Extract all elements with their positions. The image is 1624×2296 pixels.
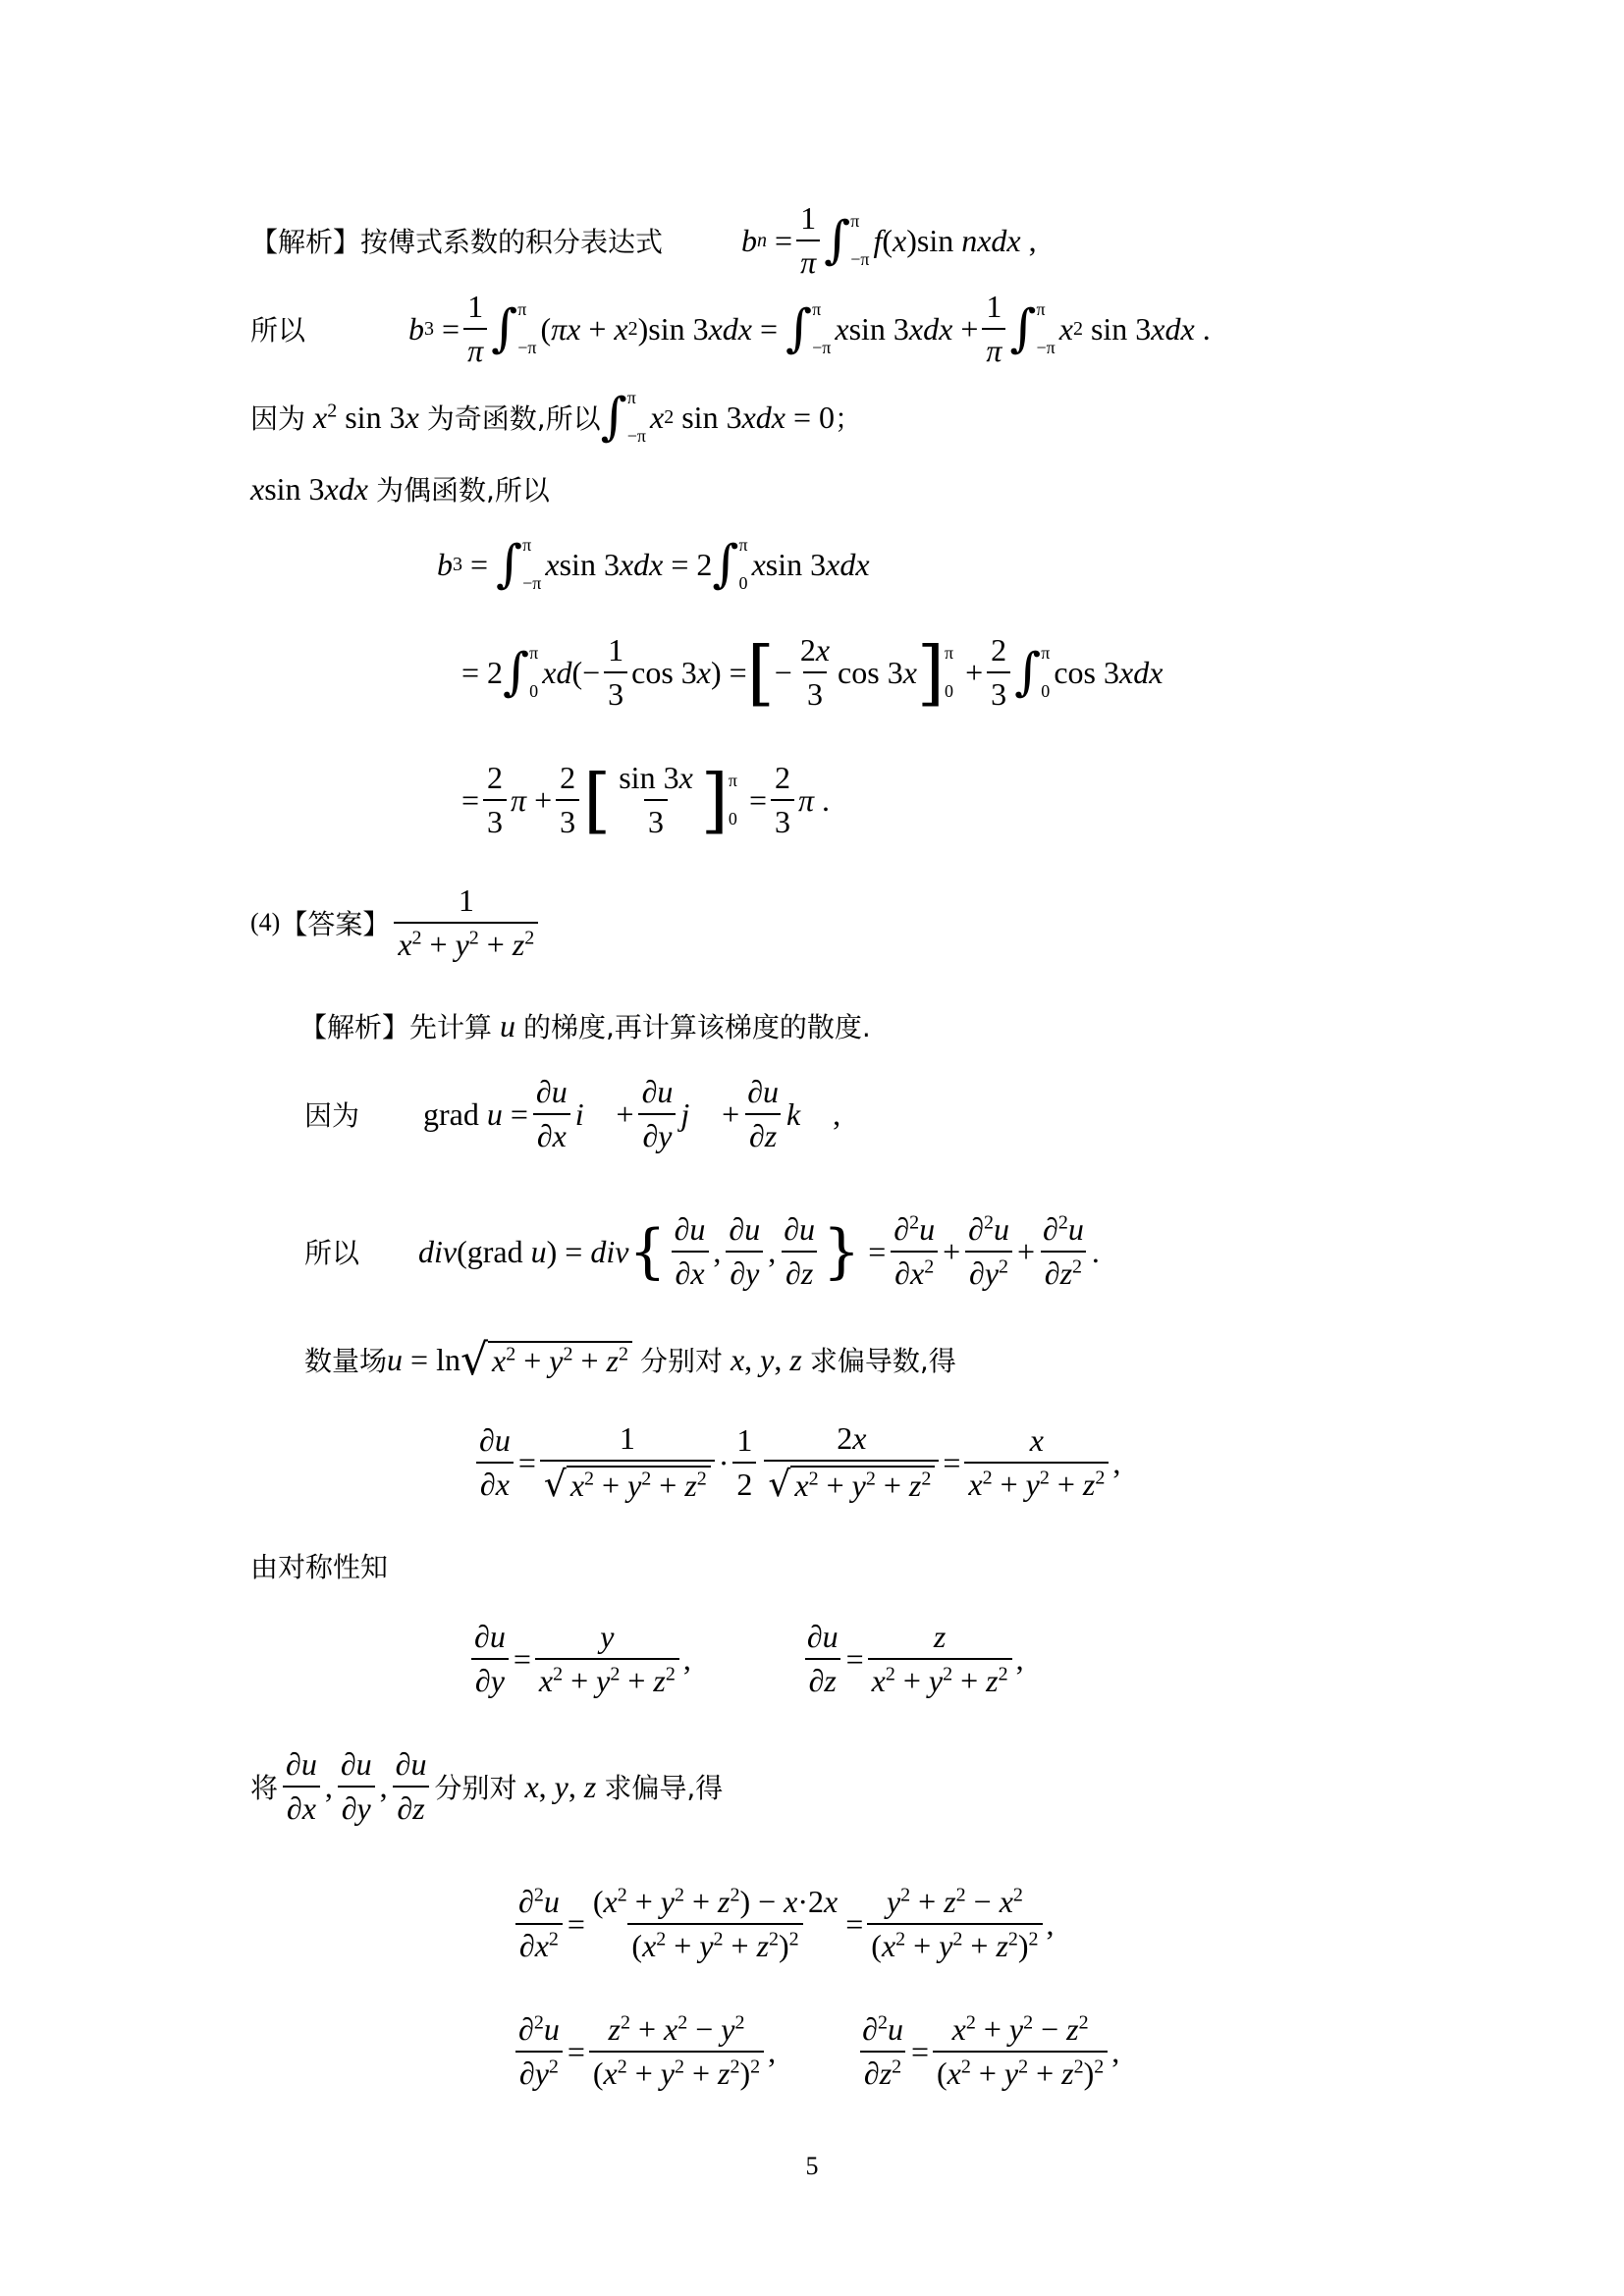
- label-so-2: 所以: [304, 1237, 360, 1269]
- formula-bn: b n = $\frac{1}{\pi}$ ∫ π −π f ( x )sin nxdx ,: [741, 200, 1037, 280]
- line-div: [304, 1212, 1100, 1291]
- formula-partials-list: $\frac{\partial u}{\partial x}$ , $\frac{\partial u}{\partial y}$ , $\frac{\partial u}{\partial z}$: [278, 1746, 434, 1827]
- label-so: 所以: [250, 314, 306, 347]
- line-symmetry: [250, 1526, 388, 1605]
- text-plan: 先计算: [409, 1011, 493, 1043]
- expr-x2sin3x: $x^2$ sin 3x: [313, 399, 419, 435]
- text-odd: 为奇函数,所以: [426, 402, 601, 435]
- line-b3-definition: [250, 290, 1211, 368]
- expr-xsin3xdx: xsin 3xdx: [250, 470, 368, 507]
- formula-odd-zero: ∫ π −π x 2 sin 3 xdx = 0: [600, 388, 836, 447]
- vars-xyz: x, y, z: [730, 1341, 802, 1377]
- page-number: 5: [805, 2152, 819, 2180]
- line-odd-function: [250, 378, 862, 456]
- problem-number: (4): [250, 908, 281, 936]
- label-answer: 【答案】: [280, 908, 391, 940]
- text-even: 为偶函数,所以: [375, 474, 550, 507]
- line-du-dx: [471, 1420, 1121, 1505]
- line-b3-step3: [461, 761, 830, 839]
- formula-d2u-dy2: $\frac{\partial^2u}{\partial y^2}$ = $\frac{z^2 + x^2 - y^2}{(x^2 + y^2 + z^2)^2}$ ,: [511, 2011, 776, 2092]
- text-take-c: 求偏导,得: [604, 1772, 724, 1804]
- formula-du-dx: $\frac{\partial u}{\partial x}$ = $\frac{1}{√ x^2 + y^2 + z^2}$ · $\frac{1}{2}$ $\frac{2x}{√ x^2 + y^2 + z^2}$ = $\frac{x}{x^2 + y^2 + z^2}$ ,: [471, 1420, 1120, 1505]
- label-because: 因为: [304, 1099, 360, 1132]
- line-b3-step2: [461, 633, 1163, 712]
- line-take-partials: [250, 1747, 723, 1826]
- label-analysis-2: 【解析】: [299, 1011, 410, 1043]
- line-fourier-formula: [250, 201, 1037, 280]
- line-du-dy-dz: [466, 1620, 1024, 1698]
- formula-grad: grad u = $\frac{\partial u}{\partial x}$ i⃗ + $\frac{\partial u}{\partial y}$ j⃗ + $\frac{\partial u}{\partial z}$ k⃗ ,: [423, 1074, 841, 1153]
- formula-b3-step1: b 3 = ∫ π −π x sin 3 xdx = 2 ∫ π 0 x sin 3 xdx: [437, 535, 870, 594]
- formula-b3: b 3 = $\frac{1}{\pi}$ ∫ π −π ( πx + x 2 )sin 3 xdx = ∫ π −π x sin 3 xdx + $\frac{1}{\pi}$ ∫ π −π x 2 sin 3 xdx .: [408, 289, 1211, 368]
- line-answer-4: [250, 883, 542, 962]
- formula-b3-step2: = 2 ∫ π 0 xd (− $\frac{1}{3}$ cos 3 x ) = [ − $\frac{2x}{3}$ cos 3 x ] π 0 + $\frac{2}{3}$ ∫ π 0 cos 3 xdx: [461, 631, 1164, 714]
- answer-formula: $\frac{1}{x^2 + y^2 + z^2}$: [390, 882, 542, 963]
- line-even-function: [250, 450, 550, 528]
- line-field: [304, 1320, 956, 1399]
- formula-d2u-dx2: $\frac{\partial^2u}{\partial x^2}$ = $\frac{(x^2 + y^2 + z^2) - x\cdot 2x}{(x^2 + y^2 + z^2)^2}$ = $\frac{y^2 + z^2 - x^2}{(x^2 + y^2 + z^2)^2}$ ,: [511, 1884, 1055, 1964]
- line-plan: [299, 987, 871, 1065]
- formula-div: div (grad u ) = div { $\frac{\partial u}{\partial x}$ , $\frac{\partial u}{\partial y}$ , $\frac{\partial u}{\partial z}$ } = $\frac{\partial^2u}{\partial x^2}$ + $\frac{\partial^2u}{\partial y^2}$ + $\frac{\partial^2u}{\partial z^2}$ .: [418, 1211, 1100, 1291]
- text-take-b: 分别对: [434, 1772, 517, 1804]
- line-d2u-dx2: [511, 1885, 1055, 1963]
- line-d2u-dy2-dz2: [511, 2012, 1119, 2091]
- formula-field: u = ln √ $x^2 + y^2 + z^2$: [387, 1335, 640, 1385]
- formula-du-dy: $\frac{\partial u}{\partial y}$ = $\frac{y}{x^2 + y^2 + z^2}$ ,: [466, 1619, 691, 1699]
- text-take-a: 将: [250, 1772, 279, 1804]
- text-field-a: 数量场: [304, 1345, 388, 1377]
- formula-du-dz: $\frac{\partial u}{\partial z}$ = $\frac{z}{x^2 + y^2 + z^2}$ ,: [799, 1619, 1024, 1699]
- label-analysis: 【解析】: [250, 226, 361, 258]
- formula-d2u-dz2: $\frac{\partial^2u}{\partial z^2}$ = $\frac{x^2 + y^2 - z^2}{(x^2 + y^2 + z^2)^2}$ ,: [854, 2011, 1119, 2092]
- text-plan-b: 的梯度,再计算该梯度的散度.: [523, 1011, 871, 1043]
- line-b3-step1: [437, 525, 870, 604]
- text-semicolon: ；: [835, 402, 863, 435]
- vars-xyz-2: x, y, z: [524, 1768, 597, 1804]
- line-grad: [304, 1075, 840, 1153]
- formula-b3-result: = $\frac{2}{3}$ π + $\frac{2}{3}$ [ $\frac{\sin 3x}{3}$ ] π 0 = $\frac{2}{3}$ π .: [461, 759, 831, 841]
- text-symmetry: 由对称性知: [250, 1551, 389, 1583]
- var-u: u: [500, 1007, 516, 1043]
- text-field-c: 求偏导数,得: [809, 1345, 956, 1377]
- text-fourier-intro: 按傅式系数的积分表达式: [360, 226, 664, 258]
- text-because: 因为: [250, 402, 306, 435]
- text-field-b: 分别对: [639, 1345, 723, 1377]
